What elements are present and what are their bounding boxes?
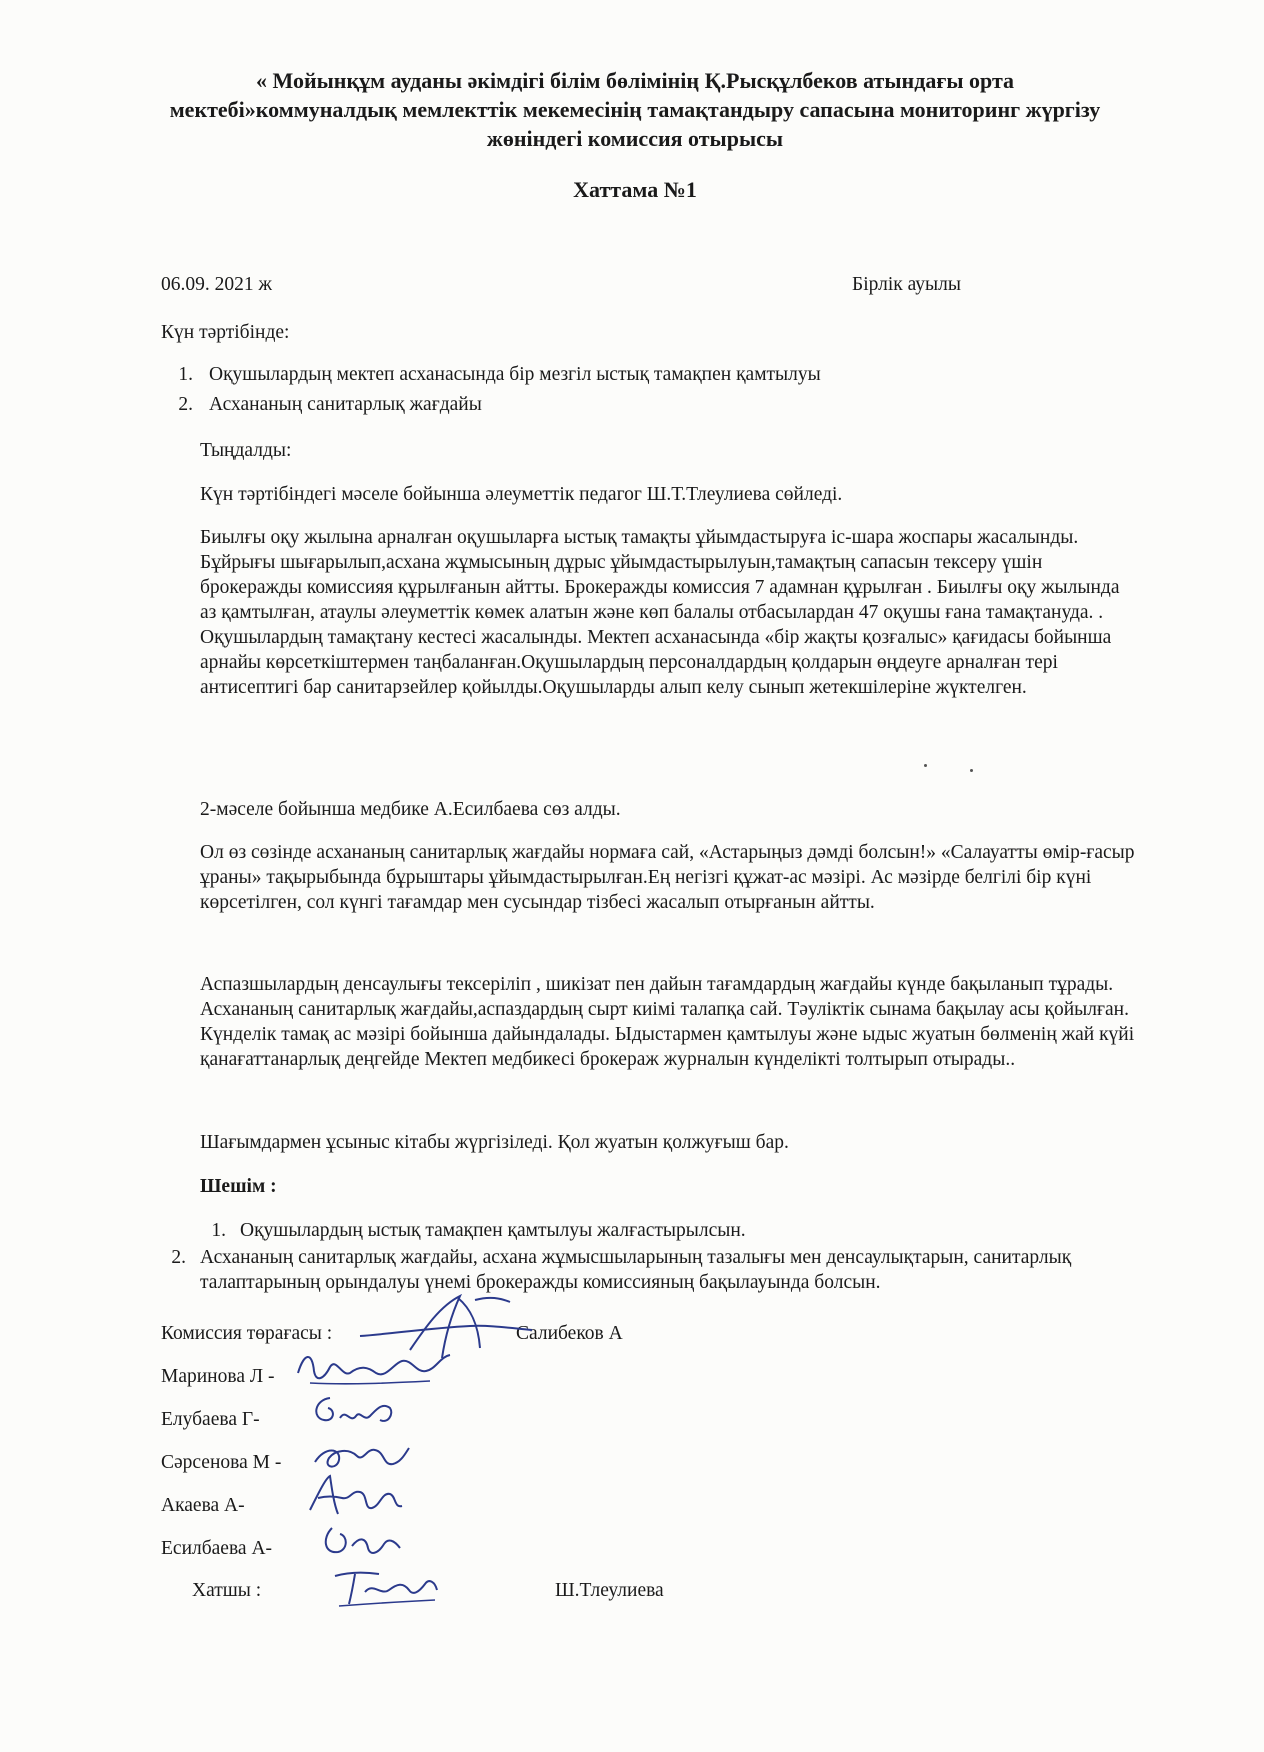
- agenda-label: Күн тәртібінде:: [161, 322, 290, 343]
- scan-speck: [970, 769, 973, 772]
- agenda-item-text: Оқушылардың мектеп асханасында бір мезгіл ыстық тамақпен қамтылуы: [209, 364, 821, 385]
- agenda-item: [161, 362, 1061, 387]
- paragraph: 2-мәселе бойынша медбике А.Есилбаева сөз алды.: [200, 799, 621, 820]
- member-label: Елубаева Г-: [161, 1409, 260, 1430]
- paragraph: Ол өз сөзінде асхананың санитарлық жағдайы нормаға сай, «Астарыңыз дәмді болсын!» «Салауатты өмір-ғасыр ұраны» тақырыбында бұрыштары ұйымдастырылған.Ең негізгі құжат-ас мәзірі. Ас мәзірде белгілі бір күні көрсетілген, сол күнгі тағамдар мен сусындар тізбесі жасалып отырғанын айтты.: [200, 842, 1135, 913]
- decision-label: Шешім :: [200, 1176, 277, 1197]
- agenda-item-number: 1.: [178, 364, 193, 385]
- secretary-signature-image: [325, 1562, 445, 1612]
- decision-item-number: 2.: [171, 1247, 186, 1268]
- agenda-item-number: 2.: [178, 394, 193, 415]
- protocol-number: Хаттама №1: [573, 177, 697, 202]
- member-label: Акаева А-: [161, 1495, 245, 1516]
- paragraph: Биылғы оқу жылына арналған оқушыларға ыстық тамақты ұйымдастыруға іс-шара жоспары жасалынды. Бұйрығы шығарылып,асхана жұмысының дұрыс ұйымдастырылуын,тамақтың сапасын тексеру үшін брокеражды комиссияя құрылғанын айтты. Брокеражды комиссия 7 адамнан құрылған . Биылғы оқу жылында аз қамтылған, атаулы әлеуметтік көмек алатын және көп балалы отбасылардан 47 оқушы ғана тамақтануда. . Оқушылардың тамақтану кестесі жасалынды. Мектеп асханасында «бір жақты қозғалыс» қағидасы бойынша арнайы көрсеткіштермен таңбаланған.Оқушылардың персоналдардың қолдарын өңдеуге арналған тері антисептигі бар санитарзейлер қойылды.Оқушыларды алып келу сынып жетекшілеріне жүктелген.: [200, 527, 1120, 698]
- decision-item-text: Оқушылардың ыстық тамақпен қамтылуы жалғастырылсын.: [240, 1220, 746, 1241]
- member-signature-image: [300, 1388, 420, 1438]
- member-label: Сәрсенова М -: [161, 1452, 282, 1473]
- decision-list: [160, 1218, 1120, 1297]
- scan-speck: [924, 764, 927, 767]
- paragraph: Аспазшылардың денсаулығы тексеріліп , шикізат пен дайын тағамдардың жағдайы күнде бақыланып тұрады. Асхананың санитарлық жағдайы,аспаздардың сырт киімі талапқа сай. Тәуліктік сынама бақылау асы қойылған. Күнделік тамақ ас мәзірі бойынша дайындалады. Ыдыстармен қамтылуы және ыдыс жуатын бөлменің жай күйі қанағаттанарлық деңгейде Мектеп медбикесі брокераж журналын күнделікті толтырып отырады..: [200, 974, 1135, 1070]
- agenda-item: [161, 392, 1061, 417]
- paragraph: Күн тәртібіндегі мәселе бойынша әлеуметтік педагог Ш.Т.Тлеулиева сөйледі.: [200, 484, 843, 505]
- document-title: « Мойынқұм ауданы әкімдігі білім бөлімінің Қ.Рысқұлбеков атындағы орта мектебі»коммуналдық мемлекттік мекемесінің тамақтандыру сапасына мониторинг жүргізу жөніндегі комиссия отырысы: [169, 68, 1101, 151]
- document-place: Бірлік ауылы: [852, 274, 961, 295]
- decision-item-text: Асхананың санитарлық жағдайы, асхана жұмысшыларының тазалығы мен денсаулықтарын, санитарлық талаптарының орындалуы үнемі брокеражды комиссияның бақылауында болсын.: [200, 1247, 1072, 1293]
- member-signature-image: [290, 1343, 460, 1393]
- agenda-item-text: Асхананың санитарлық жағдайы: [209, 394, 482, 415]
- member-signature-image: [312, 1518, 412, 1563]
- secretary-label: Хатшы :: [192, 1580, 262, 1601]
- agenda-list: [161, 362, 1061, 422]
- heard-label: Тыңдалды:: [200, 440, 292, 461]
- member-signature-image: [298, 1470, 408, 1525]
- secretary-name: Ш.Тлеулиева: [555, 1580, 664, 1601]
- decision-item: [160, 1218, 1120, 1243]
- chair-name: Салибеков А: [516, 1323, 623, 1344]
- chair-label: Комиссия төрағасы :: [161, 1323, 333, 1344]
- member-label: Маринова Л -: [161, 1366, 275, 1387]
- member-label: Есилбаева А-: [161, 1538, 273, 1559]
- document-date: 06.09. 2021 ж: [161, 274, 272, 295]
- decision-item-number: 1.: [211, 1220, 226, 1241]
- decision-item: [160, 1245, 1120, 1295]
- paragraph: Шағымдармен ұсыныс кітабы жүргізіледі. Қол жуатын қолжуғыш бар.: [200, 1132, 789, 1153]
